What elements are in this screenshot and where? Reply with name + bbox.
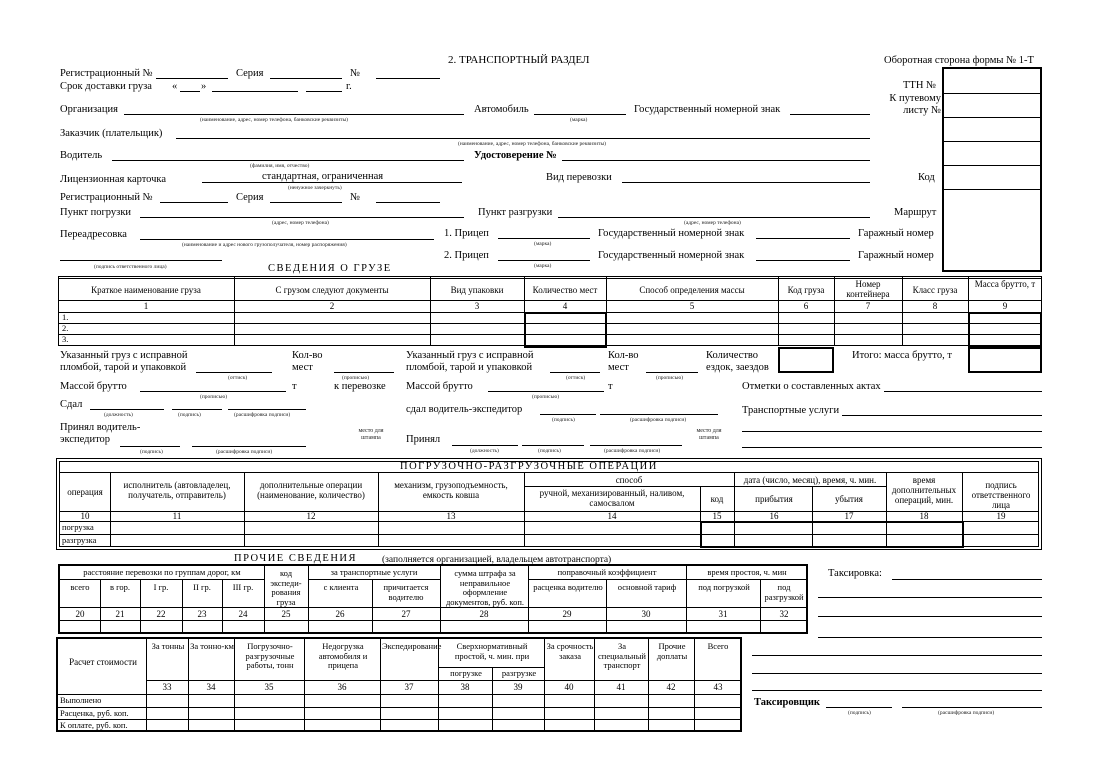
cargo-num: 8: [932, 301, 938, 311]
calc-num: 33: [162, 682, 172, 692]
col-transport-services: за транспортные услуги: [330, 567, 418, 577]
other-num: 27: [401, 609, 411, 619]
handed-driver-decode-field[interactable]: [600, 414, 718, 415]
ops-num: 11: [172, 511, 182, 521]
handed-driver-sign-field[interactable]: [540, 414, 596, 415]
accepted-decode-field[interactable]: [192, 446, 306, 447]
calc-col-total: Всего: [707, 641, 729, 651]
license-label: Удостоверение №: [474, 150, 557, 161]
calc-col-tons: За тонны: [151, 641, 185, 651]
deadline-label: Срок доставки груза: [60, 81, 152, 92]
no-field[interactable]: [376, 78, 440, 79]
calc-col-ton-km: За тонно-км: [190, 641, 234, 651]
services-label: Транспортные услуги: [742, 405, 840, 416]
taxation-line-1[interactable]: [818, 597, 1042, 598]
other-num: 26: [335, 609, 345, 619]
note-position-2: (должность): [470, 448, 499, 454]
ops-row-unloading[interactable]: разгрузка: [62, 535, 97, 545]
garage-label: Гаражный номер: [858, 228, 934, 239]
handed-driver-label: сдал водитель-экспедитор: [406, 404, 523, 415]
cargo-num: 9: [1002, 301, 1008, 311]
calc-sub-unloading: разгрузке: [501, 668, 537, 678]
qty-field[interactable]: [334, 372, 394, 373]
reg-no2-field[interactable]: [160, 202, 228, 203]
note-stamp: (оттиск): [228, 375, 248, 381]
col-signature: подпись ответственного лица: [971, 480, 1031, 510]
calc-num: 42: [666, 682, 676, 692]
note-decode-4: (расшифровка подписи): [604, 448, 661, 454]
note-sign-2: (подпись): [140, 449, 163, 455]
taxer-sign-field[interactable]: [826, 707, 892, 708]
cargo-num: 3: [474, 301, 480, 311]
year-label: г.: [346, 81, 352, 92]
calc-sub-loading: погрузке: [450, 668, 482, 678]
col-operation: операция: [67, 487, 103, 497]
other-num: 29: [562, 609, 572, 619]
col-cargo-code: Код груза: [787, 285, 825, 295]
deadline-month-field[interactable]: [212, 91, 298, 92]
col-packing: Вид упаковки: [450, 285, 504, 295]
car-note: (марка): [570, 117, 588, 123]
lic-card-label: Лицензионная карточка: [60, 174, 167, 185]
services-field[interactable]: [842, 415, 1042, 416]
ops-num: 14: [607, 511, 617, 521]
trailer1-note: (марка): [534, 241, 552, 247]
note-words-2: (прописью): [200, 394, 228, 400]
col-mechanisms: механизм, грузоподъемность, емкость ковша: [394, 480, 508, 500]
driver-field[interactable]: [112, 160, 464, 161]
note-position: (должность): [104, 412, 133, 418]
taxation-field[interactable]: [892, 579, 1042, 580]
note-sign-3: (подпись): [552, 417, 575, 423]
no2-label: №: [350, 192, 361, 203]
to-transport-label: к перевозке: [334, 381, 386, 392]
accepted-driver-label: Принял водитель-экспедитор: [60, 422, 141, 445]
col-ops-code: код: [710, 494, 724, 504]
col-group3: III гр.: [232, 582, 254, 592]
ops-num: 19: [996, 511, 1006, 521]
other-num: 22: [156, 609, 166, 619]
code-label: Код: [918, 172, 935, 183]
calc-num: 41: [616, 682, 626, 692]
calc-row-done[interactable]: Выполнено: [60, 695, 102, 705]
quote-open: «: [172, 81, 178, 92]
col-from-client: с клиента: [323, 582, 359, 592]
redirect-note: (наименование и адрес нового грузополучателя, номер распоряжения): [182, 242, 347, 248]
other-num: 31: [718, 609, 728, 619]
goods-ok2-label: Указанный груз с исправной пломбой, тарой и упаковкой: [406, 350, 534, 373]
ops-row-loading[interactable]: погрузка: [62, 522, 94, 532]
mass-label: Массой брутто: [60, 381, 127, 392]
services-field-3[interactable]: [742, 447, 1042, 448]
col-method-detail: ручной, механизированный, наливом, самосвалом: [539, 488, 685, 508]
other-heading-note: (заполняется организацией, владельцем автотранспорта): [382, 555, 612, 565]
calc-num: 36: [337, 682, 347, 692]
services-field-2[interactable]: [742, 431, 1042, 432]
cargo-heading: СВЕДЕНИЯ О ГРУЗЕ: [268, 263, 392, 274]
cargo-num: 5: [689, 301, 695, 311]
other-num: 24: [238, 609, 248, 619]
stamp2-field[interactable]: [550, 372, 600, 373]
calc-row-payment[interactable]: К оплате, руб. коп.: [60, 720, 128, 730]
transport-type-field[interactable]: [622, 182, 870, 183]
unloading-note: (адрес, номер телефона): [684, 220, 741, 226]
redirect-field[interactable]: [140, 239, 434, 240]
calc-col-urgency: За срочность заказа: [546, 641, 594, 661]
col-coef: поправочный коэффициент: [557, 567, 657, 577]
quote-close: »: [201, 81, 207, 92]
col-idle: время простоя, ч. мин: [707, 567, 787, 577]
cargo-num: 2: [329, 301, 335, 311]
mass2-label: Массой брутто: [406, 381, 473, 392]
note-sign-4: (подпись): [538, 448, 561, 454]
calc-num: 38: [460, 682, 470, 692]
ops-date-box: [700, 521, 964, 548]
trailer1-label: 1. Прицеп: [444, 228, 489, 239]
calc-col-loading-work: Погрузочно-разгрузочные работы, тонн: [245, 641, 295, 670]
calc-col-underload: Недогрузка автомобиля и прицепа: [318, 641, 368, 670]
col-container: Номер контейнера: [846, 279, 890, 299]
note-decode-3: (расшифровка подписи): [630, 417, 687, 423]
calc-label: Расчет стоимости: [69, 657, 137, 667]
calc-col-other: Прочие доплаты: [656, 641, 688, 661]
form-reference: Оборотная сторона формы № 1-Т: [884, 55, 1034, 66]
trailer2-note: (марка): [534, 263, 552, 269]
mass2-field[interactable]: [488, 391, 604, 392]
calc-num: 37: [404, 682, 414, 692]
series2-field[interactable]: [270, 202, 342, 203]
org-field[interactable]: [124, 114, 464, 115]
other-num: 25: [281, 609, 291, 619]
car-field[interactable]: [534, 114, 626, 115]
qty-label: Кол-во мест: [292, 350, 323, 373]
garage2-label: Гаражный номер: [858, 250, 934, 261]
col-method: способ: [615, 475, 643, 485]
lic-card-underline: [202, 182, 462, 183]
calc-num: 43: [713, 682, 723, 692]
cargo-row[interactable]: 2.: [62, 323, 69, 333]
ops-num: 17: [844, 511, 854, 521]
qty2-field[interactable]: [646, 372, 698, 373]
cargo-num: 4: [562, 301, 568, 311]
cargo-row[interactable]: 3.: [62, 334, 69, 344]
stamp-place-2: место для штампа: [696, 428, 722, 441]
col-to-driver: причитается водителю: [383, 582, 429, 602]
customer-label: Заказчик (плательщик): [60, 128, 163, 139]
marks-field[interactable]: [884, 391, 1042, 392]
other-num: 23: [197, 609, 207, 619]
reg-no2-label: Регистрационный №: [60, 192, 153, 203]
taxer-sign-note: (подпись): [848, 710, 871, 716]
cargo-num: 7: [865, 301, 871, 311]
ops-num: 12: [306, 511, 316, 521]
calc-col-forwarding: Экспедирование: [382, 641, 442, 651]
accepted-sign-field[interactable]: [120, 446, 180, 447]
col-fine: сумма штрафа за неправильное оформление документов, руб. коп.: [445, 568, 524, 607]
loading-point-label: Пункт погрузки: [60, 207, 132, 218]
unloading-point-field[interactable]: [558, 217, 870, 218]
col-total: всего: [70, 582, 90, 592]
col-extra-time: время дополнительных операций, мин.: [891, 475, 957, 505]
col-driver-rate: расценка водителю: [533, 582, 603, 592]
plate2-field[interactable]: [756, 238, 850, 239]
no2-field[interactable]: [376, 202, 440, 203]
taxer-decode-note: (расшифровка подписи): [938, 710, 995, 716]
taxer-label: Таксировщик: [754, 697, 820, 708]
col-group1: I гр.: [153, 582, 169, 592]
redirect-label: Переадресовка: [60, 229, 127, 240]
col-arrival: прибытия: [755, 494, 793, 504]
calc-num: 39: [513, 682, 523, 692]
ton2-label: т: [608, 381, 613, 392]
other-num: 21: [115, 609, 125, 619]
series-label: Серия: [236, 68, 264, 79]
driver-label: Водитель: [60, 150, 103, 161]
other-num: 20: [75, 609, 85, 619]
col-date: дата (число, месяц), время, ч. мин.: [743, 475, 877, 485]
plate3-label: Государственный номерной знак: [598, 250, 745, 261]
ops-num: 18: [919, 511, 929, 521]
handed-position-field[interactable]: [90, 409, 164, 410]
other-num: 28: [479, 609, 489, 619]
plate2-label: Государственный номерной знак: [598, 228, 745, 239]
taxation-line-2[interactable]: [818, 616, 1042, 617]
taxation-label: Таксировка:: [828, 568, 882, 579]
series-field[interactable]: [270, 78, 342, 79]
reg-no-label: Регистрационный №: [60, 68, 153, 79]
waybill-label: К путевому листу №: [889, 93, 941, 116]
col-class: Класс груза: [912, 285, 958, 295]
col-extra-ops: дополнительные операции (наименование, количество): [257, 480, 365, 500]
resp-sign-field[interactable]: [60, 260, 222, 261]
col-executor: исполнитель (автовладелец, получатель, отправитель): [123, 480, 231, 500]
total-mass-box[interactable]: [968, 347, 1042, 373]
calc-num: 34: [206, 682, 216, 692]
unloading-point-label: Пункт разгрузки: [478, 207, 553, 218]
calc-num: 40: [564, 682, 574, 692]
calc-num: 35: [264, 682, 274, 692]
transport-type-label: Вид перевозки: [546, 172, 612, 183]
cargo-qty-box: [524, 312, 607, 348]
note-sign: (подпись): [178, 412, 201, 418]
taxation-line-5[interactable]: [752, 673, 1042, 674]
handed-sign-field[interactable]: [172, 409, 222, 410]
resp-sign-note: (подпись ответственного лица): [94, 264, 167, 270]
other-num: 32: [779, 609, 789, 619]
trailer2-field[interactable]: [498, 260, 590, 261]
section-title: 2. ТРАНСПОРТНЫЙ РАЗДЕЛ: [448, 54, 590, 66]
col-base-tariff: основной тариф: [617, 582, 677, 592]
ops-heading: ПОГРУЗОЧНО-РАЗГРУЗОЧНЫЕ ОПЕРАЦИИ: [400, 461, 658, 472]
plate-field[interactable]: [790, 114, 870, 115]
cargo-mass-box: [968, 312, 1042, 348]
handed-decode-field[interactable]: [228, 409, 306, 410]
reg-no-field[interactable]: [156, 78, 228, 79]
col-forwarding-code: код экспеди-рования груза: [270, 568, 302, 607]
col-group2: II гр.: [193, 582, 211, 592]
accepted-label: Принял: [406, 434, 441, 445]
col-departure: убытия: [835, 494, 863, 504]
plate-label: Государственный номерной знак: [634, 104, 781, 115]
trips-label: Количество ездок, заездов: [706, 350, 769, 373]
lic-card-value[interactable]: стандартная, ограниченная: [262, 171, 384, 182]
accepted2-decode-field[interactable]: [590, 445, 682, 446]
taxation-line-3[interactable]: [818, 637, 1042, 638]
mass-field[interactable]: [140, 391, 286, 392]
note-decode-2: (расшифровка подписи): [216, 449, 273, 455]
col-under-unloading: под разгрузкой: [764, 582, 804, 602]
org-label: Организация: [60, 104, 118, 115]
car-label: Автомобиль: [474, 104, 529, 115]
total-mass-label: Итого: масса брутто, т: [852, 350, 952, 361]
other-heading: ПРОЧИЕ СВЕДЕНИЯ: [234, 553, 357, 564]
marks-label: Отметки о составленных актах: [742, 381, 881, 392]
ops-num: 16: [769, 511, 779, 521]
ops-num: 15: [712, 511, 722, 521]
col-under-loading: под погрузкой: [698, 582, 750, 592]
qty2-label: Кол-во мест: [608, 350, 639, 373]
col-cargo-name: Краткое наименование груза: [91, 285, 201, 295]
col-documents: С грузом следуют документы: [275, 285, 389, 295]
note-decode: (расшифровка подписи): [234, 412, 291, 418]
cargo-num: 1: [143, 301, 149, 311]
note-words: (прописью): [342, 375, 370, 381]
customer-field[interactable]: [176, 138, 870, 139]
accepted2-sign-field[interactable]: [522, 445, 584, 446]
stamp-place: место для штампа: [358, 428, 384, 441]
taxation-line-6[interactable]: [752, 690, 1042, 691]
cargo-row[interactable]: 1.: [62, 312, 69, 322]
driver-note: (фамилия, имя, отчество): [250, 163, 310, 169]
no-label: №: [350, 68, 361, 79]
taxation-line-4[interactable]: [752, 655, 1042, 656]
col-places: Количество мест: [532, 285, 598, 295]
stamp-field[interactable]: [196, 372, 272, 373]
lic-card-note: (ненужное зачеркнуть): [288, 185, 342, 191]
trailer1-field[interactable]: [498, 238, 590, 239]
customer-note: (наименование, адрес, номер телефона, банковские реквизиты): [458, 141, 606, 147]
ops-num: 13: [446, 511, 456, 521]
loading-note: (адрес, номер телефона): [272, 220, 329, 226]
org-note: (наименование, адрес, номер телефона, банковские реквизиты): [200, 117, 348, 123]
series2-label: Серия: [236, 192, 264, 203]
tin-label: ТТН №: [903, 80, 937, 91]
calc-col-special: За специальный транспорт: [598, 641, 646, 670]
ops-num: 10: [80, 511, 90, 521]
col-mass-method: Способ определения массы: [639, 285, 745, 295]
calc-col-idle: Сверхнормативный простой, ч. мин. при: [454, 641, 530, 661]
trips-box[interactable]: [778, 347, 834, 373]
col-city: в гор.: [109, 582, 131, 592]
other-num: 30: [641, 609, 651, 619]
note-words-4: (прописью): [532, 394, 560, 400]
route-label: Маршрут: [894, 207, 937, 218]
deadline-day-field[interactable]: [180, 91, 200, 92]
ton-label: т: [292, 381, 297, 392]
accepted2-position-field[interactable]: [452, 445, 518, 446]
note-stamp-2: (оттиск): [566, 375, 586, 381]
license-field[interactable]: [562, 160, 870, 161]
goods-ok-label: Указанный груз с исправной пломбой, тарой и упаковкой: [60, 350, 188, 373]
col-gross: Масса брутто, т: [974, 279, 1036, 289]
deadline-year-field[interactable]: [306, 91, 342, 92]
cargo-num: 6: [803, 301, 809, 311]
plate3-field[interactable]: [756, 260, 850, 261]
trailer2-label: 2. Прицеп: [444, 250, 489, 261]
note-words-3: (прописью): [656, 375, 684, 381]
calc-row-rate[interactable]: Расценка, руб. коп.: [60, 708, 129, 718]
col-distance: расстояние перевозки по группам дорог, км: [83, 567, 241, 577]
handed-label: Сдал: [60, 399, 83, 410]
loading-point-field[interactable]: [140, 217, 464, 218]
taxer-decode-field[interactable]: [902, 707, 1042, 708]
right-code-box: [942, 67, 1042, 272]
